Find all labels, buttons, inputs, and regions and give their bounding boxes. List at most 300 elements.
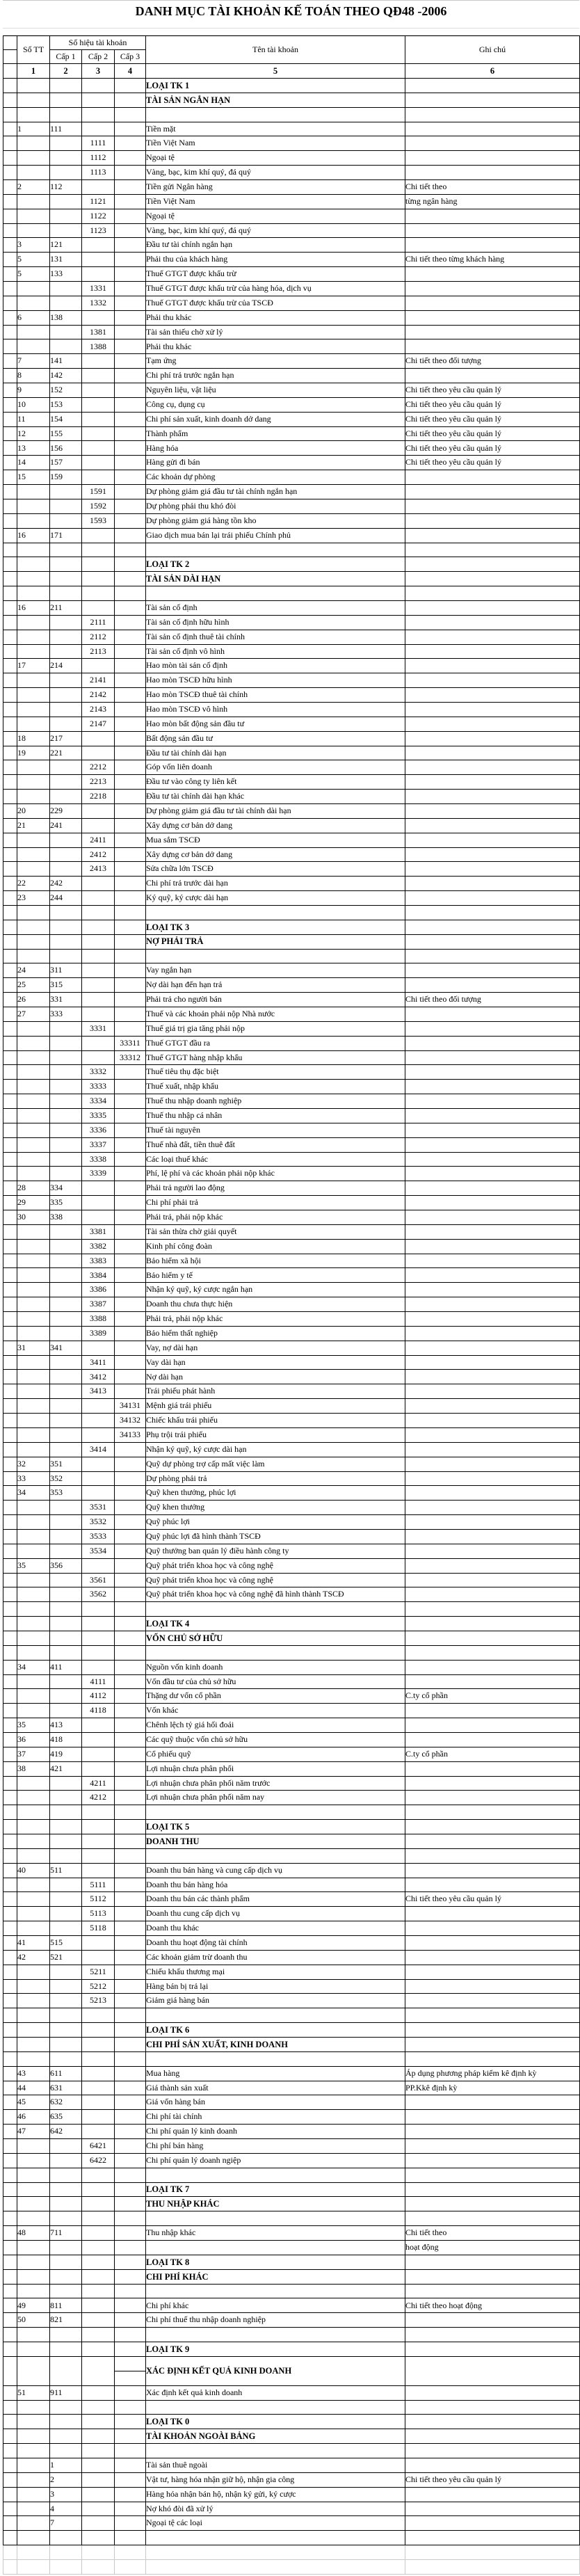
cap1-cell: 711	[50, 2226, 82, 2241]
cap2-cell	[82, 2385, 115, 2400]
stt-cell	[17, 1399, 50, 1414]
account-name-cell: Kinh phí công đoàn	[146, 1239, 405, 1254]
cap2-cell: 5213	[82, 1994, 115, 2008]
row-gutter	[3, 2241, 17, 2255]
stt-cell: 33	[17, 1471, 50, 1486]
table-row	[3, 513, 580, 528]
cap2-cell	[82, 2066, 115, 2081]
note-cell: Chi tiết theo hoạt động	[405, 2298, 580, 2313]
table-row	[3, 151, 580, 166]
cap3-cell	[115, 1907, 146, 1921]
row-gutter	[3, 1631, 17, 1645]
cap2-cell: 3386	[82, 1283, 115, 1297]
col-header-account-number: Số hiệu tài khoản	[50, 36, 146, 50]
cap1-cell: 159	[50, 470, 82, 485]
cap3-cell	[115, 238, 146, 253]
table-row	[3, 1486, 580, 1501]
account-name-cell: Hàng hóa	[146, 441, 405, 456]
table-row	[3, 877, 580, 891]
cap3-cell	[115, 1660, 146, 1674]
account-name-cell: Chi phí trả trước ngắn hạn	[146, 369, 405, 383]
spacer-row	[3, 29, 579, 35]
stt-cell	[17, 1370, 50, 1384]
cap3-cell	[115, 1936, 146, 1951]
cap3-cell	[115, 2081, 146, 2095]
account-name-cell: Thuế thu nhập cá nhân	[146, 1109, 405, 1123]
cap2-cell	[82, 2182, 115, 2197]
row-gutter	[3, 1718, 17, 1733]
cap1-cell	[50, 702, 82, 717]
stt-cell: 13	[17, 441, 50, 456]
note-cell	[405, 2211, 580, 2226]
cap3-cell	[115, 209, 146, 223]
stt-cell	[17, 223, 50, 238]
cap3-cell	[115, 1805, 146, 1820]
blank-row	[3, 1848, 580, 1863]
cap1-cell	[50, 1399, 82, 1414]
cap1-cell	[50, 2284, 82, 2298]
col-header-account-name: Tên tài khoản	[146, 36, 405, 64]
cap3-cell	[115, 2458, 146, 2472]
table-row	[3, 1892, 580, 1907]
account-name-cell: LOẠI TK 6	[146, 2023, 405, 2038]
table-row	[3, 1544, 580, 1558]
table-row	[3, 2241, 580, 2255]
account-name-cell: LOẠI TK 2	[146, 557, 405, 572]
cap3-cell	[115, 1167, 146, 1181]
account-name-cell: Thu nhập khác	[146, 2226, 405, 2241]
account-name-cell: VỐN CHỦ SỞ HỮU	[146, 1631, 405, 1645]
row-gutter	[3, 2139, 17, 2154]
cap1-cell	[50, 1021, 82, 1036]
cap3-cell	[115, 673, 146, 688]
blank-row	[3, 586, 580, 601]
cap2-cell: 3382	[82, 1239, 115, 1254]
cap3-cell	[115, 1747, 146, 1761]
cap3-cell	[115, 354, 146, 369]
table-row	[3, 1907, 580, 1921]
note-cell	[405, 1776, 580, 1791]
note-cell	[405, 151, 580, 166]
cap2-cell: 2413	[82, 862, 115, 877]
stt-cell	[17, 1805, 50, 1820]
row-gutter	[3, 1892, 17, 1907]
note-cell	[405, 2313, 580, 2328]
table-row	[3, 1036, 580, 1050]
cap1-cell	[50, 673, 82, 688]
cap3-cell	[115, 1457, 146, 1471]
account-name-cell: LOẠI TK 1	[146, 79, 405, 93]
cap1-cell	[50, 1297, 82, 1312]
account-name-cell: Phải thu khác	[146, 310, 405, 325]
note-cell	[405, 2153, 580, 2168]
cap3-cell	[115, 2559, 146, 2574]
account-name-cell	[146, 949, 405, 963]
row-gutter	[3, 1196, 17, 1210]
cap2-cell	[82, 572, 115, 586]
stt-cell: 38	[17, 1761, 50, 1776]
account-name-cell	[146, 2400, 405, 2415]
account-name-cell: Quỹ phát triển khoa học và công nghệ	[146, 1573, 405, 1587]
cap1-cell	[50, 920, 82, 934]
note-cell: Chi tiết theo yêu cầu quản lý	[405, 397, 580, 412]
cap3-cell	[115, 136, 146, 151]
note-cell	[405, 1617, 580, 1631]
account-name-cell	[146, 2051, 405, 2066]
account-name-cell: Thuế nhà đất, tiền thuê đất	[146, 1137, 405, 1152]
cap3-cell	[115, 2153, 146, 2168]
row-gutter	[3, 1805, 17, 1820]
note-cell	[405, 485, 580, 499]
account-name-cell: Đầu tư tài chính dài hạn	[146, 746, 405, 760]
section-row	[3, 2342, 580, 2357]
blank-row	[3, 1645, 580, 1660]
cap3-cell	[115, 2385, 146, 2400]
cap1-cell: 7	[50, 2516, 82, 2531]
stt-cell	[17, 1254, 50, 1268]
row-gutter	[3, 1427, 17, 1442]
note-cell	[405, 1587, 580, 1602]
cap3-cell: 34133	[115, 1427, 146, 1442]
section-row	[3, 79, 580, 93]
cap1-cell	[50, 1878, 82, 1892]
stt-cell: 12	[17, 426, 50, 441]
cap2-cell: 3331	[82, 1021, 115, 1036]
row-gutter	[3, 1442, 17, 1457]
cap3-cell	[115, 79, 146, 93]
account-name-cell: Doanh thu chưa thực hiện	[146, 1297, 405, 1312]
cap2-cell	[82, 2298, 115, 2313]
cap1-cell: 2	[50, 2472, 82, 2487]
cap2-cell: 3413	[82, 1384, 115, 1399]
note-cell	[405, 572, 580, 586]
stt-cell	[17, 1820, 50, 1834]
cap2-cell	[82, 1805, 115, 1820]
stt-cell	[17, 2153, 50, 2168]
stt-cell	[17, 644, 50, 659]
row-gutter	[3, 2211, 17, 2226]
cap3-cell	[115, 1123, 146, 1137]
cap2-cell: 1592	[82, 499, 115, 513]
cap1-cell	[50, 339, 82, 354]
stt-cell	[17, 1791, 50, 1805]
note-cell	[405, 615, 580, 630]
table-row	[3, 456, 580, 470]
cap3-cell	[115, 688, 146, 703]
note-cell	[405, 2415, 580, 2429]
note-cell	[405, 1427, 580, 1442]
table-row	[3, 223, 580, 238]
cap2-cell	[82, 993, 115, 1007]
cap1-cell	[50, 1544, 82, 1558]
cap2-cell	[82, 2545, 115, 2560]
account-name-cell: Chi phí bán hàng	[146, 2139, 405, 2154]
cap3-cell	[115, 659, 146, 673]
note-cell	[405, 1283, 580, 1297]
cap2-cell	[82, 397, 115, 412]
table-row	[3, 1065, 580, 1080]
row-gutter	[3, 209, 17, 223]
cap3-cell	[115, 905, 146, 920]
blank-row	[3, 107, 580, 122]
row-gutter	[3, 2487, 17, 2502]
table-row	[3, 499, 580, 513]
section-row	[3, 1820, 580, 1834]
stt-cell	[17, 209, 50, 223]
table-row	[3, 397, 580, 412]
account-name-cell: Dự phòng phải thu khó đòi	[146, 499, 405, 513]
stt-cell: 29	[17, 1196, 50, 1210]
cap2-cell: 2143	[82, 702, 115, 717]
row-gutter	[3, 833, 17, 847]
row-gutter	[3, 456, 17, 470]
cap3-cell: 33311	[115, 1036, 146, 1050]
cap1-cell: 133	[50, 267, 82, 282]
stt-cell	[17, 1094, 50, 1109]
row-gutter	[3, 397, 17, 412]
cap1-cell: 421	[50, 1761, 82, 1776]
table-row	[3, 1239, 580, 1254]
account-name-cell: Thuế giá trị gia tăng phải nộp	[146, 1021, 405, 1036]
cap1-cell	[50, 2328, 82, 2342]
cap1-cell	[50, 1239, 82, 1254]
cap2-cell	[82, 1631, 115, 1645]
stt-cell: 35	[17, 1558, 50, 1573]
note-cell	[405, 644, 580, 659]
cap3-cell	[115, 1471, 146, 1486]
cap2-cell: 5211	[82, 1965, 115, 1979]
cap1-cell	[50, 1312, 82, 1327]
cap2-cell: 4211	[82, 1776, 115, 1791]
cap1-cell	[50, 2531, 82, 2545]
table-row	[3, 862, 580, 877]
cap3-cell	[115, 2284, 146, 2298]
cap2-cell	[82, 383, 115, 398]
cap2-cell	[82, 1950, 115, 1965]
cap2-cell	[82, 93, 115, 107]
account-name-cell: Tài sản cố định	[146, 600, 405, 615]
note-cell	[405, 1602, 580, 1617]
table-row	[3, 688, 580, 703]
note-cell	[405, 107, 580, 122]
note-cell	[405, 1355, 580, 1370]
account-name-cell: Tiền Việt Nam	[146, 194, 405, 209]
cap3-cell	[115, 1152, 146, 1167]
row-gutter	[3, 862, 17, 877]
cap3-cell	[115, 2313, 146, 2328]
cap3-cell	[115, 1863, 146, 1878]
account-name-cell: Doanh thu bán các thành phẩm	[146, 1892, 405, 1907]
section-row	[3, 2255, 580, 2269]
cap3-cell	[115, 1109, 146, 1123]
account-name-cell: Quỹ phát triển khoa học và công nghệ đã hình thành TSCĐ	[146, 1587, 405, 1602]
account-name-cell: Vật tư, hàng hóa nhận giữ hộ, nhận gia công	[146, 2472, 405, 2487]
cap2-cell	[82, 1399, 115, 1414]
cap2-cell: 1121	[82, 194, 115, 209]
cap2-cell: 2412	[82, 847, 115, 862]
cap2-cell	[82, 1834, 115, 1848]
cap1-cell: 515	[50, 1936, 82, 1951]
page-title: DANH MỤC TÀI KHOẢN KẾ TOÁN THEO QĐ48 -2006	[3, 0, 579, 22]
table-row	[3, 717, 580, 731]
cap3-cell	[115, 2342, 146, 2357]
account-name-cell: Ngoại tệ	[146, 151, 405, 166]
account-name-cell: Tiền gửi Ngân hàng	[146, 180, 405, 195]
cap2-cell: 1331	[82, 282, 115, 296]
cap3-cell	[115, 2051, 146, 2066]
cap2-cell: 1113	[82, 166, 115, 180]
cap1-cell	[50, 1224, 82, 1239]
note-cell	[405, 557, 580, 572]
note-cell	[405, 1080, 580, 1094]
row-gutter	[3, 963, 17, 978]
cap3-cell	[115, 426, 146, 441]
cap2-cell: 3411	[82, 1355, 115, 1370]
row-gutter	[3, 1776, 17, 1791]
cap3-cell	[115, 2356, 146, 2371]
stt-cell	[17, 325, 50, 339]
note-cell	[405, 1805, 580, 1820]
table-row	[3, 369, 580, 383]
blank-row	[3, 2328, 580, 2342]
row-gutter	[3, 1747, 17, 1761]
account-name-cell: Bảo hiểm thất nghiệp	[146, 1326, 405, 1341]
note-cell	[405, 790, 580, 804]
account-name-cell: Thặng dư vốn cổ phần	[146, 1689, 405, 1704]
cap2-cell: 3338	[82, 1152, 115, 1167]
note-cell	[405, 543, 580, 557]
cap2-cell	[82, 978, 115, 993]
row-gutter	[3, 1283, 17, 1297]
row-gutter	[3, 1050, 17, 1065]
cap3-cell	[115, 528, 146, 543]
note-cell	[405, 2458, 580, 2472]
cap1-cell: 1	[50, 2458, 82, 2472]
cap2-cell	[82, 2197, 115, 2211]
cap2-cell: 3534	[82, 1544, 115, 1558]
cap3-cell	[115, 1674, 146, 1689]
note-cell	[405, 1152, 580, 1167]
table-row	[3, 1979, 580, 1994]
note-cell	[405, 528, 580, 543]
table-row	[3, 1573, 580, 1587]
cap1-cell	[50, 586, 82, 601]
cap1-cell: 242	[50, 877, 82, 891]
account-name-cell: Thuế tiêu thụ đặc biệt	[146, 1065, 405, 1080]
stt-cell: 11	[17, 412, 50, 426]
account-name-cell	[146, 2545, 405, 2560]
account-name-cell: Doanh thu cung cấp dịch vụ	[146, 1907, 405, 1921]
cap3-cell	[115, 282, 146, 296]
account-name-cell: Quỹ dự phòng trợ cấp mất việc làm	[146, 1457, 405, 1471]
cap3-cell	[115, 383, 146, 398]
cap3-cell	[115, 586, 146, 601]
account-name-cell: Chi phí phải trả	[146, 1196, 405, 1210]
cap3-cell	[115, 1979, 146, 1994]
account-name-cell	[146, 905, 405, 920]
account-name-cell: Hao mòn TSCĐ thuê tài chính	[146, 688, 405, 703]
note-cell	[405, 339, 580, 354]
row-gutter	[3, 1979, 17, 1994]
cap3-cell	[115, 1718, 146, 1733]
row-gutter	[3, 673, 17, 688]
stt-cell	[17, 2400, 50, 2415]
stt-cell	[17, 1137, 50, 1152]
row-gutter	[3, 1137, 17, 1152]
row-gutter	[3, 1167, 17, 1181]
table-row	[3, 2095, 580, 2110]
stt-cell	[17, 1109, 50, 1123]
cap3-cell	[115, 499, 146, 513]
cap2-cell	[82, 180, 115, 195]
account-name-cell: Sửa chữa lớn TSCĐ	[146, 862, 405, 877]
account-name-cell: Chi phí sản xuất, kinh doanh dở dang	[146, 412, 405, 426]
note-cell	[405, 1384, 580, 1399]
cap3-cell	[115, 1239, 146, 1254]
note-cell	[405, 746, 580, 760]
table-row	[3, 615, 580, 630]
cap1-cell	[50, 2415, 82, 2429]
cap3-cell	[115, 1732, 146, 1747]
table-row	[3, 1704, 580, 1718]
note-cell	[405, 369, 580, 383]
col-number: 4	[115, 64, 146, 79]
table-row	[3, 659, 580, 673]
row-gutter	[3, 934, 17, 949]
row-gutter	[3, 949, 17, 963]
cap2-cell: 3561	[82, 1573, 115, 1587]
account-name-cell: Dự phòng giảm giá hàng tồn kho	[146, 513, 405, 528]
note-cell: Chi tiết theo yêu cầu quản lý	[405, 456, 580, 470]
cap2-cell: 2112	[82, 630, 115, 644]
cap1-cell	[50, 1384, 82, 1399]
row-gutter	[3, 1617, 17, 1631]
account-name-cell: Hao mòn bất động sản đầu tư	[146, 717, 405, 731]
row-gutter	[3, 1848, 17, 1863]
stt-cell	[17, 2472, 50, 2487]
stt-cell	[17, 2516, 50, 2531]
cap2-cell	[82, 2241, 115, 2255]
cap2-cell	[82, 949, 115, 963]
cap1-cell	[50, 2051, 82, 2066]
row-gutter	[3, 528, 17, 543]
cap1-cell	[50, 1123, 82, 1137]
cap2-cell	[82, 600, 115, 615]
cap1-cell	[50, 194, 82, 209]
table-row	[3, 2066, 580, 2081]
stt-cell	[17, 2023, 50, 2038]
row-gutter	[3, 1791, 17, 1805]
table-row	[3, 1355, 580, 1370]
cap1-cell: 352	[50, 1471, 82, 1486]
cap2-cell	[82, 543, 115, 557]
cap2-cell	[82, 1196, 115, 1210]
row-gutter	[3, 267, 17, 282]
cap2-cell	[82, 803, 115, 818]
note-cell	[405, 2559, 580, 2574]
stt-cell	[17, 166, 50, 180]
cap1-cell	[50, 151, 82, 166]
table-row	[3, 673, 580, 688]
row-gutter	[3, 412, 17, 426]
cap3-cell	[115, 441, 146, 456]
stt-cell	[17, 513, 50, 528]
cap2-cell: 1388	[82, 339, 115, 354]
note-cell	[405, 905, 580, 920]
table-row	[3, 978, 580, 993]
cap1-cell: 911	[50, 2385, 82, 2400]
cap3-cell	[115, 1370, 146, 1384]
